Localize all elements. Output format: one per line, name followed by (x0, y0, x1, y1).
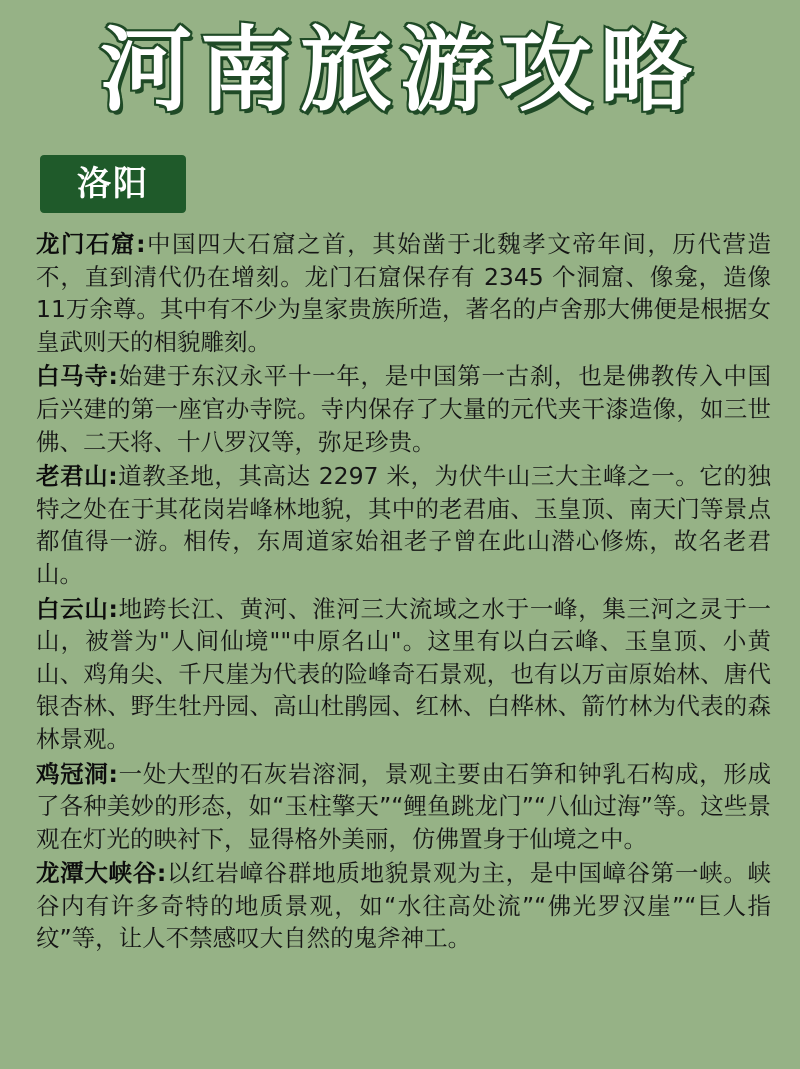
attraction-entry (36, 857, 771, 955)
attraction-description: 地跨长江、黄河、淮河三大流域之水于一峰，集三河之灵于一山，被誉为"人间仙境""中原名山"。这里有以白云峰、玉皇顶、小黄山、鸡角尖、千尺崖为代表的险峰奇石景观，也有以万亩原始林、唐代银杏林、野生牡丹园、高山杜鹃园、红林、白桦林、箭竹林为代表的森林景观。 (36, 594, 772, 753)
attraction-description: 道教圣地，其高达 2297 米，为伏牛山三大主峰之一。它的独特之处在于其花岗岩峰林地貌，其中的老君庙、玉皇顶、南天门等景点都值得一游。相传，东周道家始祖老子曾在此山潜心修炼，故名老君山。 (36, 462, 771, 588)
attraction-description: 中国四大石窟之首，其始凿于北魏孝文帝年间，历代营造不，直到清代仍在增刻。龙门石窟保存有 2345 个洞窟、像龛，造像11万余尊。其中有不少为皇家贵族所造，著名的卢舍那大佛便是根据女皇武则天的相貌雕刻。 (36, 230, 771, 356)
attraction-name: 老君山: (36, 462, 118, 491)
attraction-entry (36, 460, 771, 590)
attraction-name: 龙潭大峡谷: (36, 859, 167, 888)
attraction-entry (36, 360, 771, 458)
section-badge: 洛阳 (40, 155, 186, 213)
page-title: 河南旅游攻略 (99, 17, 700, 124)
attraction-entry (36, 593, 771, 756)
attraction-entry (36, 228, 771, 358)
attraction-description: 始建于东汉永平十一年，是中国第一古刹，也是佛教传入中国后兴建的第一座官办寺院。寺内保存了大量的元代夹干漆造像，如三世佛、二天将、十八罗汉等，弥足珍贵。 (36, 362, 772, 456)
attraction-name: 龙门石窟: (36, 230, 146, 258)
attraction-name: 鸡冠洞: (36, 759, 118, 788)
attraction-name: 白云山: (36, 594, 118, 623)
attraction-name: 白马寺: (36, 362, 118, 391)
attraction-entry (36, 758, 771, 856)
attraction-description: 一处大型的石灰岩溶洞，景观主要由石笋和钟乳石构成，形成了各种美妙的形态，如“玉柱擎天”“鲤鱼跳龙门”“八仙过海”等。这些景观在灯光的映衬下，显得格外美丽，仿佛置身于仙境之中。 (36, 759, 772, 853)
attractions-list (36, 228, 771, 957)
attraction-description: 以红岩嶂谷群地质地貌景观为主，是中国嶂谷第一峡。峡谷内有许多奇特的地质景观，如“水往高处流”“佛光罗汉崖”“巨人指纹”等，让人不禁感叹大自然的鬼斧神工。 (36, 859, 772, 953)
